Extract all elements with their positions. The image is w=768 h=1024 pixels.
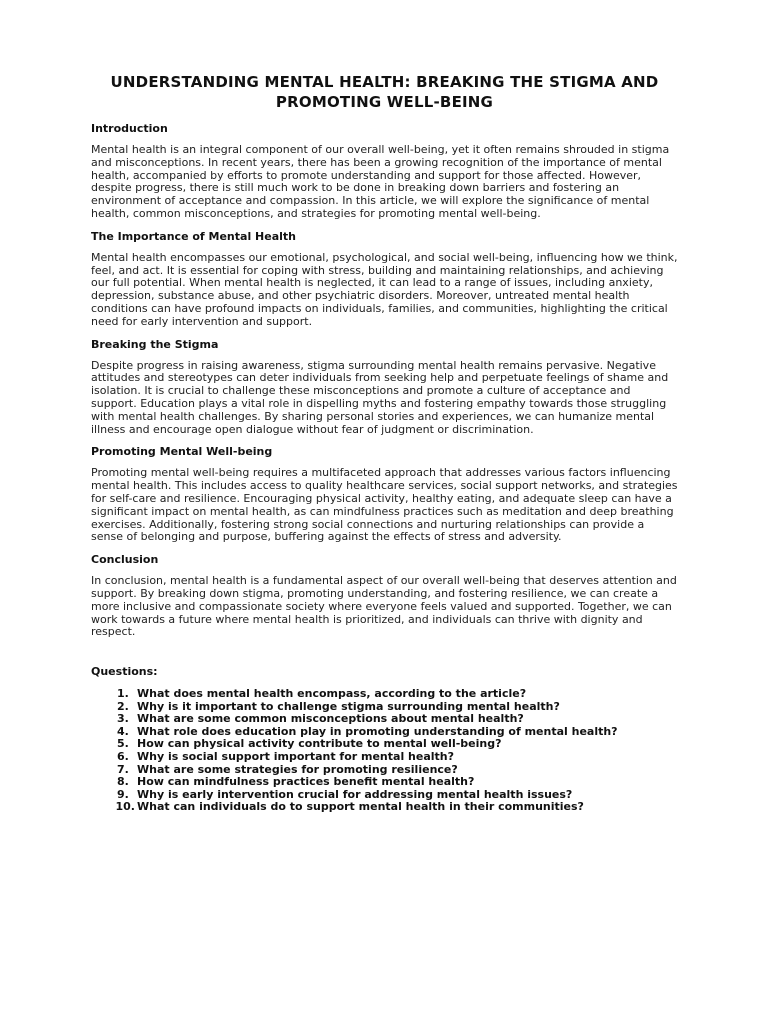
section-heading: The Importance of Mental Health [91, 229, 296, 243]
question-number: 5. [117, 737, 129, 751]
section-promoting [91, 445, 678, 544]
question-number: 8. [117, 775, 129, 789]
question-text: What are some common misconceptions about mental health? [137, 712, 524, 726]
document-title: UNDERSTANDING MENTAL HEALTH: BREAKING THE STIGMA AND PROMOTING WELL-BEING [110, 73, 659, 111]
questions-list [91, 688, 678, 814]
section-body: Mental health is an integral component of our overall well-being, yet it often remains shrouded in stigma and misconceptions. In recent years, there has been a growing recognition of the importance of mental health, accompanied by efforts to promote understanding and support for those affected. However, despite progress, there is still much work to be done in breaking down barriers and fostering an environment of acceptance and compassion. In this article, we will explore the significance of mental health, common misconceptions, and strategies for promoting mental well-being. [91, 143, 670, 220]
question-number: 4. [117, 724, 129, 738]
section-heading: Promoting Mental Well-being [91, 445, 273, 459]
section-heading: Breaking the Stigma [91, 337, 219, 351]
question-text: Why is early intervention crucial for addressing mental health issues? [137, 787, 573, 801]
questions-heading: Questions: [91, 665, 158, 679]
question-text: Why is it important to challenge stigma surrounding mental health? [137, 699, 560, 713]
section-introduction [91, 122, 678, 221]
section-body: Despite progress in raising awareness, stigma surrounding mental health remains pervasive. Negative attitudes and stereotypes can deter individuals from seeking help and perpetuate feelings of shame and isolation. It is crucial to challenge these misconceptions and promote a culture of acceptance and support. Education plays a vital role in dispelling myths and fostering empathy towards those struggling with mental health challenges. By sharing personal stories and experiences, we can humanize mental illness and encourage open dialogue without fear of judgment or discrimination. [91, 358, 669, 436]
list-item [91, 751, 678, 764]
question-number: 6. [117, 750, 129, 764]
section-body: In conclusion, mental health is a fundamental aspect of our overall well-being that deserves attention and support. By breaking down stigma, promoting understanding, and fostering resilience, we can create a more inclusive and compassionate society where everyone feels valued and supported. Together, we can work towards a future where mental health is prioritized, and individuals can thrive with dignity and respect. [91, 574, 677, 639]
section-heading: Conclusion [91, 553, 159, 567]
question-number: 7. [117, 762, 129, 776]
question-number: 1. [117, 687, 129, 701]
question-number: 2. [117, 699, 129, 713]
section-conclusion [91, 553, 678, 639]
question-number: 3. [117, 712, 129, 726]
list-item [91, 801, 678, 814]
question-text: What are some strategies for promoting resilience? [137, 762, 458, 776]
list-item [91, 776, 678, 789]
question-text: What does mental health encompass, according to the article? [137, 687, 527, 701]
section-importance [91, 230, 678, 329]
list-item [91, 713, 678, 726]
question-text: How can physical activity contribute to mental well-being? [137, 737, 502, 751]
list-item [91, 688, 678, 701]
section-heading: Introduction [91, 122, 168, 135]
question-text: What can individuals do to support mental health in their communities? [137, 800, 584, 814]
section-stigma [91, 338, 678, 437]
question-text: Why is social support important for mental health? [137, 750, 455, 764]
section-body: Mental health encompasses our emotional, psychological, and social well-being, influencing how we think, feel, and act. It is essential for coping with stress, building and maintaining relationships, and achieving our full potential. When mental health is neglected, it can lead to a range of issues, including anxiety, depression, substance abuse, and other psychiatric disorders. Moreover, untreated mental health conditions can have profound impacts on individuals, families, and communities, highlighting the critical need for early intervention and support. [91, 250, 678, 328]
section-body: Promoting mental well-being requires a multifaceted approach that addresses various factors influencing mental health. This includes access to quality healthcare services, social support networks, and strategies for self-care and resilience. Encouraging physical activity, healthy eating, and adequate sleep can have a significant impact on mental health, as can mindfulness practices such as meditation and deep breathing exercises. Additionally, fostering strong social connections and nurturing relationships can provide a sense of belonging and purpose, buffering against the effects of stress and adversity. [91, 466, 678, 544]
question-number: 9. [117, 787, 129, 801]
question-text: What role does education play in promoting understanding of mental health? [137, 724, 618, 738]
question-text: How can mindfulness practices benefit mental health? [137, 775, 475, 789]
question-number: 10. [115, 800, 135, 814]
